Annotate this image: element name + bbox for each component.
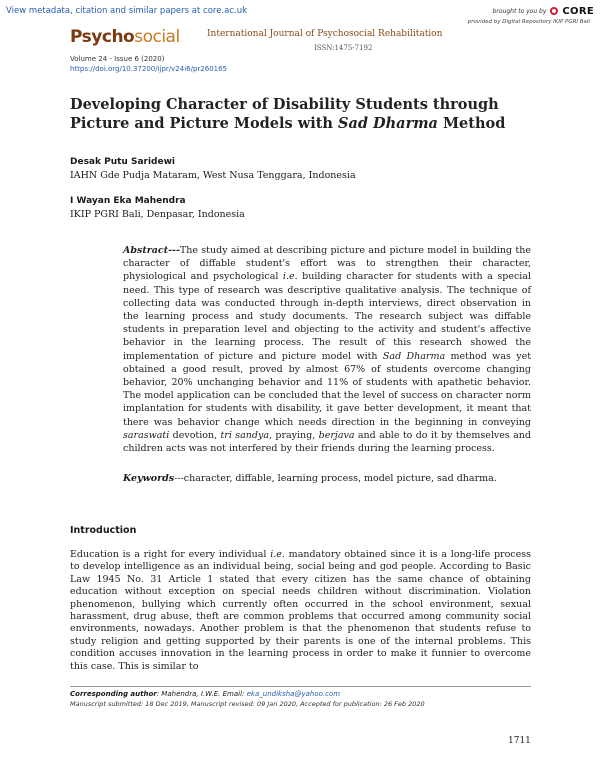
abstract-ie: i.e. bbox=[282, 271, 298, 283]
keywords-label: Keywords bbox=[123, 473, 175, 484]
author-1-affiliation: IAHN Gde Pudja Mataram, West Nusa Tenggara, Indonesia bbox=[70, 170, 356, 181]
keywords bbox=[123, 472, 531, 485]
intro-text: mandatory obtained since it is a long-life process to develop intelligence as an individual being, social being and god people. According to Basic Law 1945 No. 31 Article 1 stated that every citizen has the same chance of obtaining education without exception on special needs children without discrimination. Violation phenomenon, bullying which currently often occurred in the school environment, sexual harassment, drug abuse, theft are common problems that occurred among community social environments, nowadays. Another problem is that the phenomenon that students refuse to study religion and getting supported by their parents is one of the internal problems. This condition accuses innovation in the learning process in order to make it funnier to overcome this case. This is similar to bbox=[70, 549, 531, 672]
title-line2-start: Picture and Picture Models with bbox=[70, 115, 338, 132]
abstract-text: devotion, bbox=[169, 429, 221, 441]
page-number: 1711 bbox=[508, 736, 531, 746]
intro-text: Education is a right for every individual bbox=[70, 549, 271, 560]
paper-title bbox=[70, 95, 530, 133]
abstract-text: and able to do it by themselves and children acts was not interfered by their friends during the learning process. bbox=[123, 429, 532, 455]
section-heading-introduction: Introduction bbox=[70, 525, 137, 536]
abstract-text: building character for students with a special need. This type of research was descriptive qualitative analysis. The technique of collecting data was conducted through in-depth interviews, direct observation in the learning process and study documents. The research subject was diffable students in preparation level and objecting to the activity and student's affective behavior in the learning process. The result of this research showed the implementation of picture and picture model with bbox=[123, 271, 532, 362]
corresponding-author bbox=[70, 690, 340, 698]
corr-label: Corresponding author bbox=[70, 690, 157, 698]
abstract-saraswati: saraswati bbox=[123, 429, 170, 441]
abstract-text: method was yet obtained a good result, proved by almost 67% of students overcome changing behavior, 20% unchanging behavior and 11% of students with apathetic behavior. The model application can be concluded that the level of success on character norm implantation for students with disability, it gave better development, it meant that there was behavior change which needs direction in the beginning in conveying bbox=[123, 350, 532, 428]
footnote-divider bbox=[70, 686, 531, 687]
abstract-tri-sandya: tri sandya bbox=[220, 429, 269, 441]
provided-by: provided by Digital Repository IKIP PGRI Bali bbox=[467, 19, 590, 25]
title-line2-italic: Sad Dharma bbox=[338, 115, 438, 132]
submission-dates: Manuscript submitted: 18 Dec 2019, Manuscript revised: 09 Jan 2020, Accepted for publication: 26 Feb 2020 bbox=[70, 700, 425, 708]
author-2-affiliation: IKIP PGRI Bali, Denpasar, Indonesia bbox=[70, 209, 245, 220]
intro-ie: i.e. bbox=[270, 549, 285, 560]
issn: ISSN:1475-7192 bbox=[314, 44, 373, 52]
abstract-label: Abstract--- bbox=[123, 245, 180, 256]
abstract-berjava: berjava bbox=[318, 429, 355, 441]
title-line2-end: Method bbox=[437, 115, 506, 132]
keywords-text: ---character, diffable, learning process, model picture, sad dharma. bbox=[174, 473, 497, 484]
core-badge[interactable] bbox=[493, 6, 594, 17]
abstract-text: , praying, bbox=[269, 429, 319, 441]
corr-text: : Mahendra, I.W.E. Email: bbox=[156, 690, 247, 698]
author-1-name: Desak Putu Saridewi bbox=[70, 157, 175, 167]
logo-prefix: Psycho bbox=[70, 27, 135, 47]
author-2-name: I Wayan Eka Mahendra bbox=[70, 196, 186, 206]
logo-suffix: social bbox=[134, 27, 180, 47]
title-line1: Developing Character of Disability Students through bbox=[70, 96, 499, 113]
journal-logo bbox=[70, 27, 180, 47]
abstract-text: The study aimed at describing picture and picture model in building the character of diffable student's effort was to strengthen their character, physiological and psychological bbox=[123, 245, 531, 283]
volume-issue: Volume 24 - Issue 6 (2020) bbox=[70, 55, 165, 63]
abstract-sad-dharma: Sad Dharma bbox=[382, 350, 446, 362]
core-label: CORE bbox=[562, 5, 594, 17]
journal-name: International Journal of Psychosocial Rehabilitation bbox=[207, 29, 443, 39]
author-email[interactable]: eka_undiksha@yahoo.com bbox=[246, 690, 341, 698]
introduction-paragraph bbox=[70, 549, 531, 673]
doi-link[interactable]: https://doi.org/10.37200/ijpr/v24i6/pr260165 bbox=[70, 65, 228, 73]
brought-by-text: brought to you by bbox=[492, 7, 547, 15]
abstract bbox=[123, 244, 531, 455]
core-logo-icon bbox=[550, 7, 558, 15]
core-metadata-link[interactable]: View metadata, citation and similar papers at core.ac.uk bbox=[6, 6, 248, 16]
